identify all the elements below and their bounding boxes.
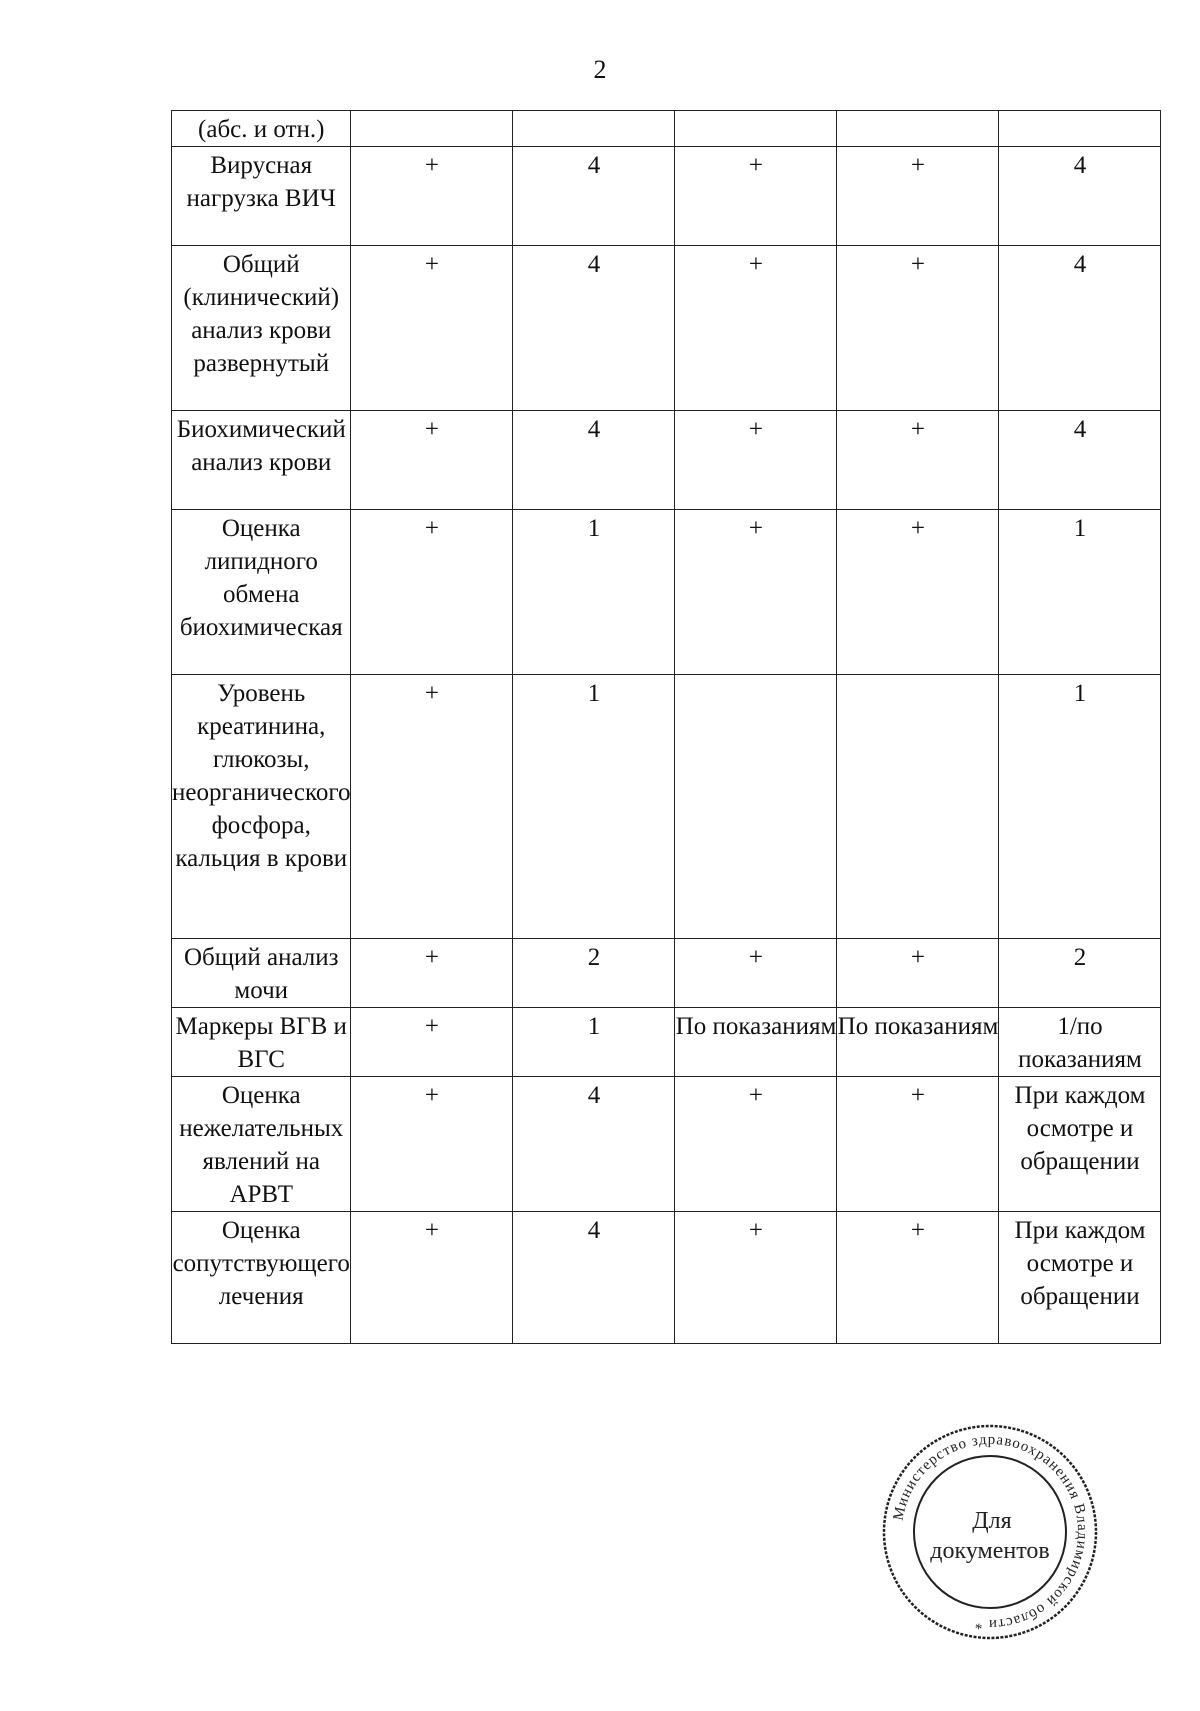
table-row: [172, 246, 1161, 411]
table-cell: +: [675, 411, 837, 510]
row-label: Оценка нежелательных явлений на АРВТ: [172, 1077, 351, 1212]
table-cell: +: [351, 510, 513, 675]
table-cell: +: [837, 147, 999, 246]
table-cell: +: [675, 147, 837, 246]
row-label: Общий (клинический) анализ крови развернутый: [172, 246, 351, 411]
table-row: [172, 1008, 1161, 1077]
table-cell: 4: [513, 147, 675, 246]
table-cell: +: [351, 1212, 513, 1344]
seal-ring-text: Министерство здравоохранения Владимирской области *: [890, 1431, 1091, 1633]
table-cell: 4: [513, 411, 675, 510]
table-cell: 4: [999, 411, 1161, 510]
table-row: [172, 675, 1161, 939]
table-cell: 4: [999, 246, 1161, 411]
official-seal: [880, 1422, 1100, 1642]
table-cell: 2: [999, 939, 1161, 1008]
table-cell: [675, 111, 837, 147]
table-cell: +: [351, 246, 513, 411]
row-label: Уровень креатинина, глюкозы, неорганического фосфора, кальция в крови: [172, 675, 351, 939]
examination-table: [171, 110, 1161, 1344]
table-cell: +: [351, 411, 513, 510]
table-cell: +: [837, 1212, 999, 1344]
row-label: Оценка липидного обмена биохимическая: [172, 510, 351, 675]
table-cell: +: [351, 147, 513, 246]
table-row: [172, 1212, 1161, 1344]
table-cell: +: [675, 939, 837, 1008]
row-label: Оценка сопутствующего лечения: [172, 1212, 351, 1344]
seal-center-line1: Для: [972, 1508, 1012, 1534]
row-label: Вирусная нагрузка ВИЧ: [172, 147, 351, 246]
table-cell: 2: [513, 939, 675, 1008]
table-cell: 1: [999, 510, 1161, 675]
table-cell: [999, 111, 1161, 147]
table-row: [172, 111, 1161, 147]
table-cell: +: [837, 246, 999, 411]
table-cell: 4: [999, 147, 1161, 246]
table-cell: 4: [513, 246, 675, 411]
table-row: [172, 1077, 1161, 1212]
table-cell: По показаниям: [675, 1008, 837, 1077]
page-number: 2: [593, 55, 607, 84]
row-label: (абс. и отн.): [172, 111, 351, 147]
table-cell: [351, 111, 513, 147]
table-cell: По показаниям: [837, 1008, 999, 1077]
table-cell: +: [351, 675, 513, 939]
table-cell: +: [675, 246, 837, 411]
table-cell: +: [837, 411, 999, 510]
table-row: [172, 510, 1161, 675]
table-cell: [837, 675, 999, 939]
table-cell: [513, 111, 675, 147]
table-cell: [837, 111, 999, 147]
table-cell: +: [675, 510, 837, 675]
table-cell: 1: [999, 675, 1161, 939]
table-cell: 4: [513, 1212, 675, 1344]
table-cell: 1: [513, 675, 675, 939]
table-row: [172, 147, 1161, 246]
row-label: Общий анализ мочи: [172, 939, 351, 1008]
table-cell: +: [837, 1077, 999, 1212]
table-cell: +: [675, 1077, 837, 1212]
table-cell: При каждом осмотре и обращении: [999, 1212, 1161, 1344]
table-cell: +: [351, 939, 513, 1008]
table-cell: 4: [513, 1077, 675, 1212]
table-cell: +: [837, 510, 999, 675]
table-row: [172, 939, 1161, 1008]
table-cell: +: [351, 1008, 513, 1077]
seal-center-line2: документов: [930, 1538, 1050, 1564]
row-label: Маркеры ВГВ и ВГС: [172, 1008, 351, 1077]
table-row: [172, 411, 1161, 510]
table-cell: +: [351, 1077, 513, 1212]
table-cell: При каждом осмотре и обращении: [999, 1077, 1161, 1212]
table-cell: 1: [513, 510, 675, 675]
row-label: Биохимический анализ крови: [172, 411, 351, 510]
table-cell: 1/по показаниям: [999, 1008, 1161, 1077]
table-cell: +: [837, 939, 999, 1008]
table-cell: 1: [513, 1008, 675, 1077]
table-cell: +: [675, 1212, 837, 1344]
table-cell: [675, 675, 837, 939]
